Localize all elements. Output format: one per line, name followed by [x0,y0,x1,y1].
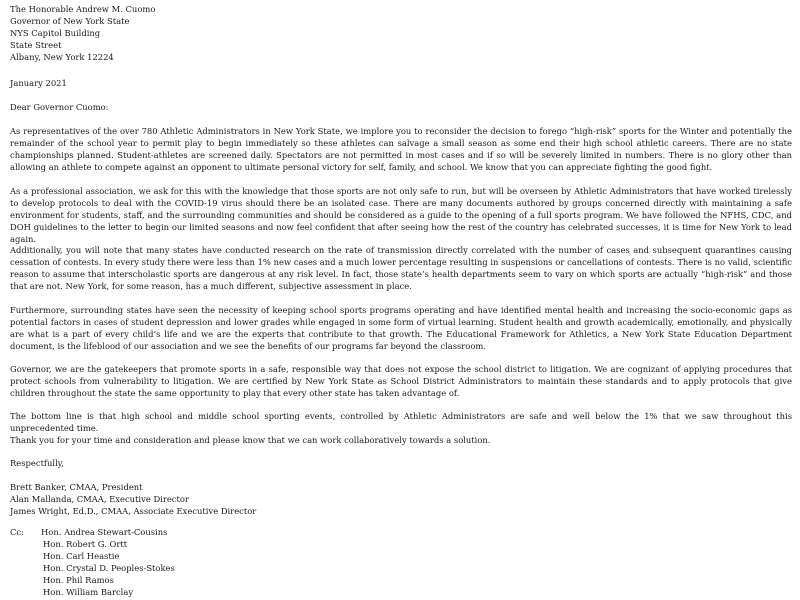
cc-recipient: Hon. William Barclay [43,586,134,597]
paragraph-3: Additionally, you will note that many states have conducted research on the rate of transmission directly correlated with the number of cases and subsequent quarantines causing cessation of contests. In every study there were less than 1% new cases and a much lower percentage resulting in suspensions or cancellations of contests. There is no valid, scientific reason to assume that interscholastic sports are dangerous at any risk level. In fact, those state’s health departments seem to vary on which sports are actually “high-risk” and those that are not. New York, for some reason, has a much different, subjective assessment in place. [10,245,792,291]
signatory: Brett Banker, CMAA, President [10,482,143,492]
salutation: Dear Governor Cuomo: [10,102,109,112]
recipient-address [10,4,155,64]
recipient-line: Albany, New York 12224 [10,51,114,62]
recipient-line: Governor of New York State [10,15,130,26]
cc-recipient: Hon. Carl Heastie [43,550,120,561]
cc-recipient: Hon. Andrea Stewart-Cousins [41,527,168,537]
cc-list [41,527,175,598]
paragraph-4: Furthermore, surrounding states have seen the necessity of keeping school sports programs operating and have identified mental health and increasing the socio-economic gaps as potential factors in cases of student depression and lower grades while engaged in some form of virtual learning. Student health and growth academically, emotionally, and physically are what is a part of every child’s life and we are the experts that contribute to that growth. The Educational Framework for Athletics, a New York State Education Department document, is the lifeblood of our association and we see the benefits of our programs far beyond the classroom. [10,305,792,351]
cc-recipient: Hon. Phil Ramos [43,574,114,585]
paragraph-2: As a professional association, we ask for this with the knowledge that those sports are not only safe to run, but will be overseen by Athletic Administrators that have worked tirelessly to develop protocols to deal with the COVID-19 virus should there be an isolated case. There are many documents authored by groups concerned directly with maintaining a safe environment for students, staff, and the surrounding communities and should be considered as a guide to the opening of a full sports program. We have followed the NFHS, CDC, and DOH guidelines to the letter to begin our limited seasons and now feel confident that after seeing how the rest of the country has celebrated successes, it is time for New York to lead again. [10,186,792,244]
cc-recipient: Hon. Crystal D. Peoples-Stokes [43,562,175,573]
signatory: Alan Mallanda, CMAA, Executive Director [10,493,189,504]
paragraph-5: Governor, we are the gatekeepers that promote sports in a safe, responsible way that does not expose the school district to litigation. We are cognizant of applying procedures that protect schools from vulnerability to litigation. We are certified by New York State as School District Administrators to maintain these standards and to apply protocols that give children throughout the state the same opportunity to play that every other state has taken advantage of. [10,364,792,398]
signature-block [10,482,256,518]
paragraph-7: Thank you for your time and consideration and please know that we can work collaboratively towards a solution. [10,435,491,445]
closing: Respectfully, [10,458,65,468]
cc-recipient: Hon. Robert G. Ortt [43,538,128,549]
paragraph-6: The bottom line is that high school and middle school sporting events, controlled by Athletic Administrators are safe and well below the 1% that we saw throughout this unprecedented time. [10,411,792,433]
letter-date: January 2021 [10,78,67,88]
recipient-line: The Honorable Andrew M. Cuomo [10,4,156,14]
paragraph-1: As representatives of the over 780 Athletic Administrators in New York State, we implore you to reconsider the decision to forego “high-risk” sports for the Winter and potentially the remainder of the school year to permit play to begin immediately so these athletes can salvage a small season as some end their high school athletic careers. There are no state championships planned. Student-athletes are screened daily. Spectators are not permitted in most cases and if so will be severely limited in numbers. There is no glory other than allowing an athlete to compete against an opponent to ultimate personal victory for self, family, and school. We know that you can appreciate fighting the good fight. [10,126,792,172]
signatory: James Wright, Ed.D., CMAA, Associate Executive Director [10,505,257,516]
cc-label: Cc: [10,527,24,537]
recipient-line: State Street [10,39,62,50]
recipient-line: NYS Capitol Building [10,27,101,38]
